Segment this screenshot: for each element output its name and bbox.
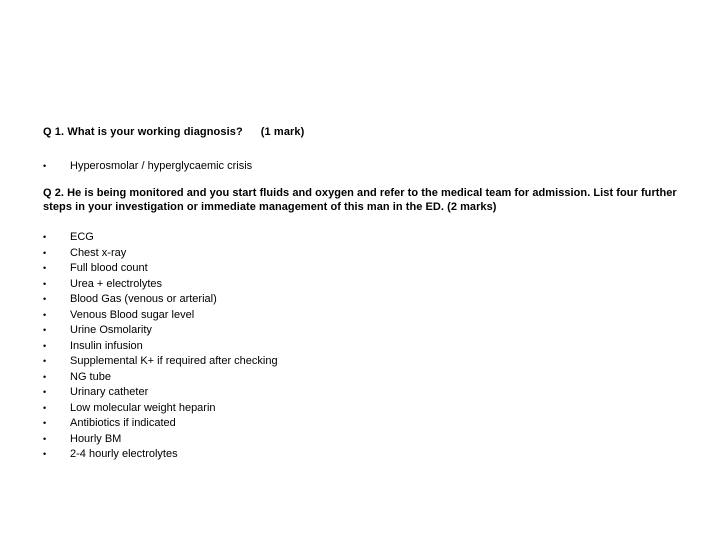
list-item-text: Low molecular weight heparin [70,401,216,414]
list-item [43,261,278,277]
list-item-text: Blood Gas (venous or arterial) [70,293,217,305]
list-item-text: Insulin infusion [70,339,143,352]
list-item [43,432,278,448]
list-item [43,339,278,355]
bullet-icon: • [43,263,47,273]
list-item [43,370,278,386]
bullet-icon: • [43,247,47,258]
list-item [43,246,278,262]
list-item-text: Chest x-ray [70,246,127,259]
bullet-icon: • [43,278,47,289]
bullet-icon: • [43,371,47,382]
list-item-text: Urea + electrolytes [70,277,163,290]
list-item [43,401,278,417]
question-2-heading: Q 2. He is being monitored and you start fluids and oxygen and refer to the medical team for admission. List four further steps in your investigation or immediate management of this man in the ED. (2 marks) [43,187,677,213]
question-1-marks: (1 mark) [260,126,305,138]
bullet-icon: • [43,402,47,413]
list-item-text: NG tube [70,370,111,383]
list-item-text: Antibiotics if indicated [70,417,176,429]
list-item-text: Hourly BM [70,432,122,445]
list-item [43,323,278,339]
question-1-heading [43,126,304,138]
bullet-icon: • [43,309,47,320]
bullet-icon: • [43,232,47,242]
question-1-answer-text: Hyperosmolar / hyperglycaemic crisis [70,160,253,172]
bullet-icon: • [43,294,47,304]
list-item-text: Supplemental K+ if required after checking [70,355,278,367]
question-2-answer-list [43,230,278,463]
list-item-text: Full blood count [70,262,148,274]
list-item [43,308,278,324]
list-item [43,292,278,308]
bullet-icon: • [43,449,47,459]
list-item [43,447,278,463]
list-item-text: Urinary catheter [70,386,149,398]
list-item-text: 2-4 hourly electrolytes [70,448,178,460]
list-item-text: Venous Blood sugar level [70,308,195,321]
bullet-icon: • [43,340,47,351]
list-item [43,277,278,293]
bullet-icon: • [43,161,47,171]
bullet-icon: • [43,418,47,428]
list-item [43,354,278,370]
list-item-text: ECG [70,231,94,243]
bullet-icon: • [43,356,47,366]
bullet-icon: • [43,433,47,444]
list-item [43,385,278,401]
bullet-icon: • [43,387,47,397]
question-1-answer [43,159,252,174]
question-1-text: Q 1. What is your working diagnosis? [43,126,243,138]
list-item [43,416,278,432]
list-item [43,230,278,246]
bullet-icon: • [43,325,47,335]
list-item-text: Urine Osmolarity [70,324,152,336]
